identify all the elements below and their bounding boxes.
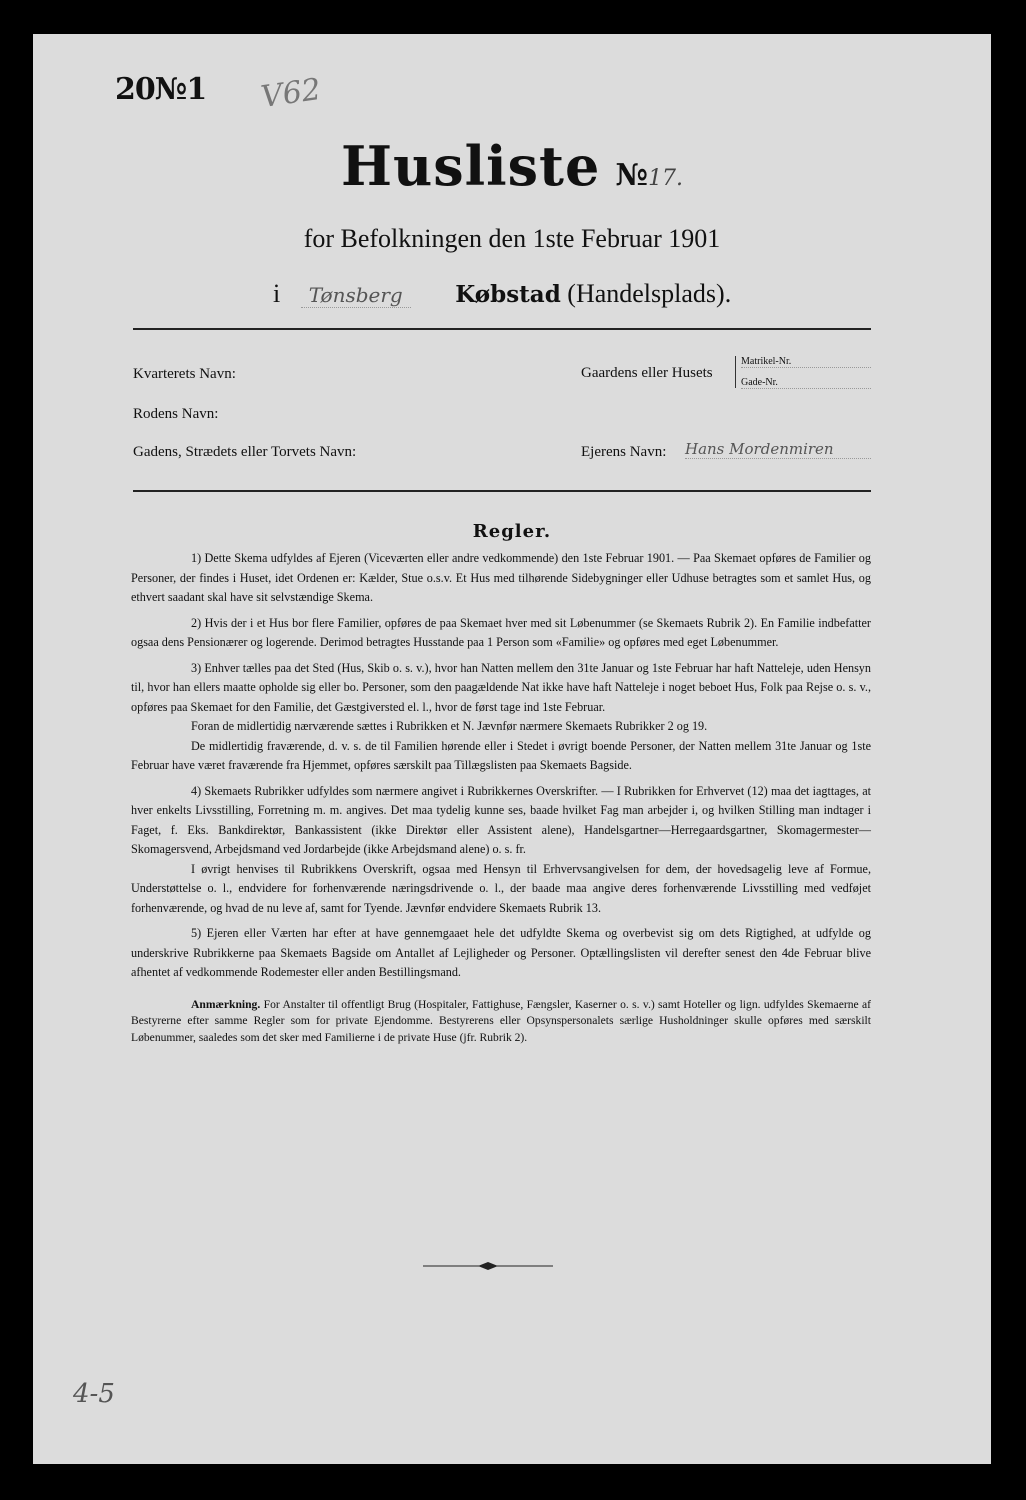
rule-paragraph: 5) Ejeren eller Værten har efter at have gennemgaaet hele det udfyldte Skema og overbevist sig om dets Rigtighed, at udfylde og underskrive Rubrikkerne paa Skemaets Bagside om Antallet af Lejligheder og Personer. Optællingslisten vil derefter senest den 4de Februar blive afhentet af vedkommende Rodemester eller anden Bestillingsmand. xyxy=(131,926,871,979)
place-prefix: i xyxy=(273,279,281,308)
gade-label: Gadens, Strædets eller Torvets Navn: xyxy=(133,444,357,460)
town-name: Tønsberg xyxy=(301,283,411,308)
town-line xyxy=(273,279,731,309)
handwritten-number: 4-5 xyxy=(73,1379,115,1409)
kobstad-label: Købstad xyxy=(455,281,561,308)
corner-annotation: V62 xyxy=(258,72,323,115)
top-divider xyxy=(133,328,871,330)
rule-paragraph: I øvrigt henvises til Rubrikkens Overskrift, ogsaa med Hensyn til Erhvervsangivelsen for dem, der hovedsagelig leve af Formue, Understøttelse o. l., endvidere for forhenværende næringsdrivende o. l., der baade maa angive deres forhenværende Livsstilling med vedføjet forhenværende, og hvad de nu leve af, samt for Tyende. Jævnfør endvidere Skemaets Rubrik 13. xyxy=(131,861,871,915)
gaard-label: Gaardens eller Husets xyxy=(581,365,713,381)
rules-heading: Regler. xyxy=(472,521,552,542)
note-text: For Anstalter til offentligt Brug (Hospitaler, Fattighuse, Fængsler, Kaserner o. s. v.) samt Hoteller og lign. udfyldes Skemaerne af Bestyrerne efter samme Regler som for private Ejendomme. Bestyrerens eller Opsynspersonalets særlige Husholdninger skulle opføres med særskilt Løbenummer, saaledes som det sker med Familierne i de private Huse (jfr. Rubrik 2). xyxy=(131,997,871,1044)
rule-paragraph: De midlertidig fraværende, d. v. s. de til Familien hørende eller i Stedet i øvrigt boende Personer, der Natten mellem 31te Januar og 1ste Februar have været fraværende fra Hjemmet, opføres særskilt paa Tillægslisten paa Skemaets Bagside. xyxy=(131,738,871,772)
kvarter-label: Kvarterets Navn: xyxy=(133,366,236,382)
title-husliste: Husliste xyxy=(340,134,601,198)
ejer-value: Hans Mordenmiren xyxy=(685,440,871,459)
gade-nr-label: Gade-Nr. xyxy=(741,377,871,389)
note-label: Anmærkning. xyxy=(191,997,261,1011)
rule-paragraph: 4) Skemaets Rubrikker udfyldes som nærmere angivet i Rubrikkernes Overskrifter. — I Rubrikken for Erhvervet (12) maa det iagttages, at hver enkelts Livsstilling, Forretning m. m. angives. Det maa tydelig kunne ses, baade hvilket Fag man arbejder i, og hvilken Stilling man indtager i Faget, f. Eks. Bankdirektør, Bankassistent (ikke Direktør eller Assistent alene), Handelsgartner—Herregaardsgartner, Skomagermester—Skomagersvend, Arbejdsmand ved Jordarbejde (ikke Arbejdsmand alene) o. s. fr. xyxy=(131,783,871,856)
note-paragraph xyxy=(131,997,871,1047)
rule-paragraph: Foran de midlertidig nærværende sættes i Rubrikken et N. Jævnfør nærmere Skemaets Rubrikker 2 og 19. xyxy=(191,719,708,733)
ejer-label: Ejerens Navn: xyxy=(581,444,667,460)
rule-paragraph: 3) Enhver tælles paa det Sted (Hus, Skib o. s. v.), hvor han Natten mellem den 31te Januar og 1ste Februar har haft Natteleje, uden Hensyn til, hvor han ellers maatte opholde sig eller bo. Personer, som den paagældende Nat ikke have haft Natteleje i noget beboet Hus, Folk paa Rejse o. s. v., opføres paa Skemaet for den Familie, det Gæstgiversted el. l., hvor de først tage ind 1ste Februar. xyxy=(131,660,871,714)
census-sheet xyxy=(33,34,991,1464)
matrikel-label: Matrikel-Nr. xyxy=(741,356,871,368)
bracket xyxy=(735,356,738,388)
handelsplads-label: (Handelsplads). xyxy=(567,279,732,308)
number-prefix: № xyxy=(615,158,649,193)
rode-label: Rodens Navn: xyxy=(133,406,219,422)
page-title xyxy=(33,134,991,198)
divider-flourish xyxy=(423,1260,553,1272)
rule-paragraph: 1) Dette Skema udfyldes af Ejeren (Viceværten eller andre vedkommende) den 1ste Februar 1901. — Paa Skemaet opføres de Familier og Personer, der findes i Huset, idet Ordenen er: Kælder, Stue o.s.v. Et Hus med tilhørende Sidebygninger eller Udhuse betragtes som et samlet Hus, og ethvert saadant skal have sit selvstændige Skema. xyxy=(131,551,871,604)
census-date: for Befolkningen den 1ste Februar 1901 xyxy=(303,224,721,253)
form-number: 20№1 xyxy=(115,72,207,107)
rule-paragraph: 2) Hvis der i et Hus bor flere Familier, opføres de paa Skemaet hver med sit Løbenummer (se Skemaets Rubrik 2). En Familie indbefatter ogsaa dens Pensionærer og logerende. Derimod betragtes Husstande paa 1 Person som «Familie» og opføres med eget Løbenummer. xyxy=(131,615,871,649)
fields-divider xyxy=(133,490,871,492)
rules-text xyxy=(131,549,871,1052)
house-number: 17. xyxy=(648,166,684,191)
